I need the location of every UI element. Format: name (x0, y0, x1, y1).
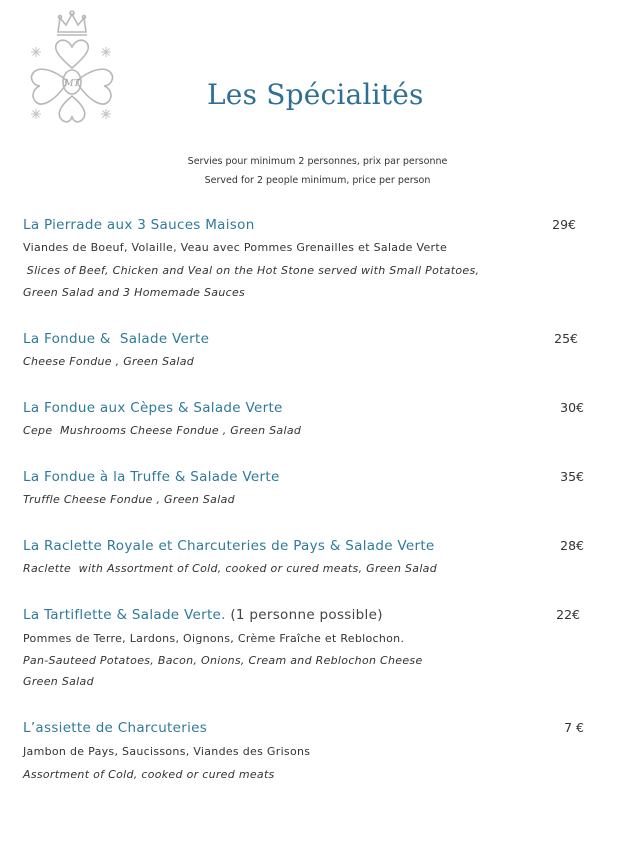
item-name-main: La Tartiflette & Salade Verte. (23, 607, 226, 623)
menu-item-fondue-truffe (23, 468, 588, 512)
menu-item-fondue (23, 330, 588, 374)
menu-item-fondue-cepes (23, 399, 588, 443)
item-description-en: Cepe Mushrooms Cheese Fondue , Green Salad (23, 424, 302, 437)
item-price: 25€ (554, 331, 578, 346)
item-description-en-cont: Green Salad (23, 675, 94, 688)
item-description-en (23, 561, 437, 577)
item-description-en: Assortment of Cold, cooked or cured meats (23, 768, 275, 781)
item-description-en: Pan-Sauteed Potatoes, Bacon, Onions, Cream and Reblochon Cheese (23, 654, 423, 667)
item-description-en: Cheese Fondue , Green Salad (23, 355, 195, 368)
item-description-fr: Viandes de Boeuf, Volaille, Veau avec Pommes Grenailles et Salade Verte (23, 241, 448, 254)
item-price: 22€ (556, 607, 580, 622)
item-name: La Fondue & Salade Verte (23, 331, 210, 347)
item-name: L’assiette de Charcuteries (23, 720, 208, 736)
item-name: La Pierrade aux 3 Sauces Maison (23, 217, 255, 233)
menu-item-tartiflette (23, 606, 588, 696)
item-description-en: Truffle Cheese Fondue , Green Salad (23, 493, 235, 506)
subtitle-english: Served for 2 people minimum, price per person (204, 175, 431, 186)
menu-item-charcuteries (23, 719, 588, 789)
page-title: Les Spécialités (207, 78, 424, 111)
subtitle-french: Servies pour minimum 2 personnes, prix par personne (187, 156, 448, 167)
item-price: 30€ (560, 400, 584, 415)
raclette-description: Raclette with Assortment of Cold, cooked or cured meats, Green Salad (23, 562, 438, 575)
menu-item-pierrade (23, 216, 588, 306)
item-description-en-cont: Green Salad and 3 Homemade Sauces (23, 286, 246, 299)
item-description-en: Slices of Beef, Chicken and Veal on the Hot Stone served with Small Potatoes, (23, 264, 480, 277)
item-description-fr: Jambon de Pays, Saucissons, Viandes des Grisons (23, 745, 311, 758)
item-price: 29€ (552, 217, 576, 232)
item-price: 7 € (564, 720, 584, 735)
item-name: La Fondue aux Cèpes & Salade Verte (23, 400, 283, 416)
item-price: 28€ (560, 538, 584, 553)
item-name: La Fondue à la Truffe & Salade Verte (23, 469, 280, 485)
item-name: La Raclette Royale et Charcuteries de Pays & Salade Verte (23, 538, 435, 554)
logo-monogram: MT (64, 79, 80, 89)
menu-item-raclette (23, 537, 588, 581)
item-price: 35€ (560, 469, 584, 484)
item-description-fr: Pommes de Terre, Lardons, Oignons, Crème Fraîche et Reblochon. (23, 632, 405, 645)
item-name (23, 606, 383, 624)
crown-hearts-logo-icon (22, 8, 122, 130)
item-name-note: (1 personne possible) (225, 607, 383, 623)
